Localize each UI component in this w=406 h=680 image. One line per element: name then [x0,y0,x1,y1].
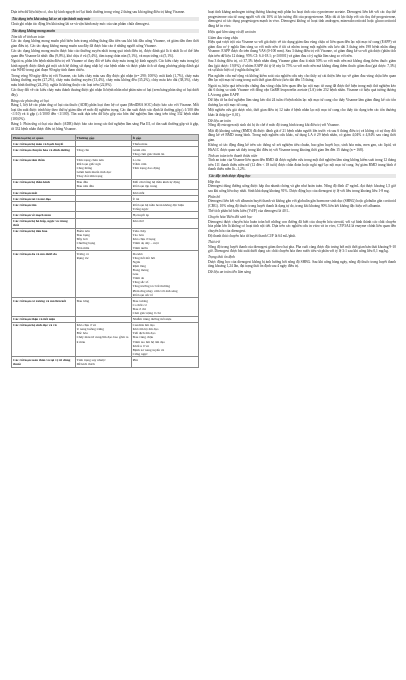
section-heading: Tác dụng trên khả năng lái xe và vận hành máy móc [11,17,199,22]
subsection-heading: Tính an toàn trên thanh thiếu niên [208,153,258,158]
paragraph: Các tác dụng không mong muốn được báo cáo thường xuyên nhất trong quá trình điều trị, được đánh giá là ít nhất là có thể liên quan đến Visanne là nhức đầu (9,0%), khó chịu ở vú (5,4%), tâm trạng chán nản (5,1%), và mụn trứng cá (5,1%). [11,49,199,58]
organ-class-cell: Các rối loạn về mạch máu [12,212,76,218]
paragraph: Không có tác động đáng kể trên các thông số xét nghiệm tiêu chuẩn, bao gồm huyết học, sinh hóa máu, men gan, các lipid, và HbA1C được quan sát thấy trong khi điều trị với Visanne trong khoảng thời gian lên đến 15 tháng (n = 168). [208,143,396,152]
left-column [11,10,199,368]
subsection-heading: Giảm đau vùng chậu [208,35,239,40]
common-cell: Tình trạng suy nhược Dễ kích thích [75,357,131,367]
table-row [12,251,199,298]
organ-class-cell: Các rối loạn da và mô dưới da [12,251,76,298]
paragraph: Hiệu quả vượt trội của Visanne so với giả dược về tác dụng giảm đau vùng chậu có liên quan đến lạc nội mạc tử cung (EAPP) và giảm đau cơ ý nghĩa lâm sàng so với mức nền ở tất cả nhóm trong một nghiên cứu kéo dài 3 tháng trên 198 bệnh nhân dùng Visanne. EAPP được đo trên thang VAS (0-100 mm). Sau 3 tháng điều trị với Visanne, có giảm đáng kể so với giả dược (phân tích dựa trên dữ liệu 12 tháng; 95% CI: 6.4-18.1; p<0.0001) và giảm đau có ý nghĩa lâm sàng so với nền. [208,40,396,58]
paragraph: Nồng độ estrogen nội sinh chỉ bị ức chế ở mức độ trung bình trong khi điều trị với Visanne. [208,123,340,127]
paragraph: Ngoài ra, phần lớn bệnh nhân điều trị với Visanne có thay đổi về kiểu chảy máu trong kỳ kinh nguyệt. Các kiểu chảy máu trong kỳ kinh nguyệt được đánh giá một cách hệ thống sử dụng nhật ký của bệnh nhân và được phân tích sử dụng phương pháp đánh giá của WHO trong giai đoạn 90 ngày tính tham chiếu. [11,59,199,72]
uncommon-cell: Tiêu chảy Táo bón Khó chịu ở bụng Viêm dạ dày – ruột Viêm nướu [131,228,198,250]
uncommon-cell: Khó thở [131,218,198,228]
subsection-heading: Trạng thái ổn định [208,255,235,259]
table-row [12,322,199,357]
uncommon-cell: Mất cân bằng hệ thần kinh tự động Rối loạn tập trung [131,179,198,189]
organ-class-cell: Các rối loạn cơ xương và mô liên kết [12,298,76,316]
table-row [12,179,199,189]
paragraph: Nồng độ trong huyết thanh của dienogest giảm theo hai pha. Pha cuối cùng được đặc trưng bởi một thời gian bán thải khoảng 9-10 giờ. Dienogest được bài xuất dưới dạng các chất chuyển hóa theo nước tiểu và phân với tỷ lệ 3:1 sau khi uống liều 0,1 mg/kg. [208,244,396,253]
table-row [12,147,199,157]
table-row [12,298,199,316]
common-cell: Trứng cá Rụng tóc [75,251,131,298]
table-row [12,357,199,367]
uncommon-cell: Nhiễm trùng đường tiết niệu [131,316,198,322]
right-column [208,10,396,275]
common-cell: Buồn nôn Đau bụng Đầy hơi Chướng bụng Nôn mửa [75,228,131,250]
paragraph: Chưa ghi nhận tác động lên khả năng lái xe và vận hành máy móc của sản phẩm chứa dienogest. [11,22,150,26]
table-row [12,218,199,228]
subsection-heading: Chuyển hóa/ Biến đổi sinh học [208,215,253,219]
common-cell: Đau đầu Đau nửa đầu [75,179,131,189]
uncommon-cell: Thiếu máu [131,141,198,147]
subsection-heading: Hấp thu [208,179,220,184]
organ-class-cell: Các rối loạn mắt [12,190,76,196]
organ-class-cell: Các rối loạn hệ sinh dục và vú [12,322,76,357]
table-row [12,157,199,179]
uncommon-cell: Khô mắt [131,190,198,196]
common-cell: Đau lưng [75,298,131,316]
paragraph: Thể tích phân bố biểu kiến (Vd/F) của dienogest là 40 L. [208,209,290,213]
paragraph: Dựa trên dữ liệu hiện có, chu kỳ kinh nguyệt trở lại bình thường trong vòng 2 tháng sau khi ngừng điều trị bằng Visanne. [11,10,185,14]
paragraph: Pha nghiên cứu mở rộng và không kiểm soát của nghiên cứu này cho thấy sự cải thiện liên tục về giảm đau vùng chậu liên quan đến lạc nội mạc tử cung trong suốt thời gian điều trị kéo dài đến 15 tháng. [208,73,396,82]
organ-class-cell: Các rối loạn tai và mê đạo [12,196,76,202]
uncommon-cell: Da khô Tăng tiết mồ hôi Ngứa Rậm lông Bong móng Gàu Viêm da Tăng sắc tố Tăng trưởng tóc bất thường Phản ứng nhạy cảm với ánh sáng Rối loạn sắc tố [131,251,198,298]
paragraph: Sau 3 tháng điều trị, có 37,3% bệnh nhân dùng Visanne giảm đau ít nhất 50% so với mức nền mà không dùng thêm thuốc giảm đau (giả dược: 19,8%); ở nhóm EAPP thì tỷ lệ này là 75% so với mức nền mà không dùng thêm thuốc giảm đau (giả dược: 7,3%) và sự khác biệt có ý nghĩa thống kê. [208,59,396,72]
uncommon-cell: Rối loạn hệ tuần hoàn không đặc hiệu Trống ngực [131,202,198,212]
paragraph: Dienogest dùng đường uống được hấp thu nhanh chóng và gần như hoàn toàn. Nồng độ đỉnh 47 ng/mL đạt được khoảng 1,5 giờ sau khi uống liều duy nhất. Sinh khả dụng khoảng 91%. Dược động học của dienogest tỷ lệ với liều trong khoảng liều 1-8 mg. [208,184,396,193]
paragraph: Các tác dụng không mong muốn phổ biến hơn trong những tháng đầu tiên sau khi bắt đầu uống Visanne, và giảm dần theo thời gian điều trị. Các tác dụng không mong muốn sau đây đã được báo cáo ở những người uống Visanne. [11,39,199,48]
table-header-cell: Thường gặp [75,135,131,141]
uncommon-cell: Phù [131,357,198,367]
uncommon-cell: Giảm cân Tăng cảm giác thèm ăn [131,147,198,157]
paragraph: Dữ liệu từ ba thử nghiệm lâm sàng kéo dài 24 tuần ở bệnh nhân lạc nội mạc tử cung cho thấy Visanne làm giảm đáng kể các tổn thương lạc nội mạc tử cung. [208,98,396,107]
organ-class-cell: Các rối loạn toàn thân và tại vị trí dùng thuốc [12,357,76,367]
paragraph: Mật độ khoáng xương (BMD) đã được đánh giá ở 21 bệnh nhân người lớn trước và sau 6 tháng điều trị và không có sự thay đổi đáng kể về BMD trung bình. Trong một nghiên cứu khác, sử dụng LA ở 29 bệnh nhân, có giảm 4,04% ± 4,84% sau cùng thời gian. [208,128,396,142]
paragraph: Dienogest được chuyển hóa hoàn toàn bởi những con đường đã biết của chuyển hóa steroid, với sự hình thành các chất chuyển hóa phần lớn là không có hoạt tính nội tiết. Dựa trên các nghiên cứu in vitro và in vivo, CYP3A4 là enzyme chính liên quan đến chuyển hóa của dienogest. [208,219,396,233]
organ-class-cell: Các rối loạn thận và tiết niệu [12,316,76,322]
section-heading: Tác dụng không mong muốn [11,29,199,34]
uncommon-cell: Ù tai [131,196,198,202]
organ-class-cell: Các rối loạn hệ tiêu hóa [12,228,76,250]
common-cell [75,218,131,228]
paragraph: Bảng 1: Phản ứng có hại của thuốc (ADR) được báo cáo trong các thử nghiệm lâm sàng Pha III, có tần suất thường gặp và ít gặp, từ 332 bệnh nhân được điều trị bằng Visanne. [11,122,199,131]
adverse-reactions-table [11,134,199,368]
subsection-heading: Hiệu quả lâm sàng và độ an toàn [208,29,256,34]
paragraph: hoạt tính kháng androgen tương đương khoảng một phần ba hoạt tính của cyproterone acetate. Dienogest liên kết với các thụ thể progesterone của tử cung người với chỉ 10% ái lực tương đối của progesterone. Mặc dù ái lực thấp với các thụ thể progesterone, dienogest có tác dụng progestogen mạnh in vivo. Dienogest không có hoạt tính androgen, mineralocorticoid hoặc glucocorticoid đáng kể in vivo. [208,10,396,28]
uncommon-cell: Candida âm đạo Khô âm hộ âm đạo Tiết dịch âm đạo Đau vùng chậu Viêm teo âm hộ âm đạo Khối u ở vú Bệnh xơ nang tuyến vú Cứng ngực [131,322,198,357]
common-cell: Tăng cân [75,147,131,157]
paragraph: Các thay đổi về các kiểu chảy máu thành thoảng được ghi nhận là bệnh nhân như phàn nàn có hại (xem bảng phản ứng có hại dưới đây). [11,88,199,97]
paragraph: Bảng 1, liệt kê các phản ứng có hại của thuốc (ADR) phân loại theo hệ cơ quan (MedDRA SOC) được báo cáo với Visanne. Mỗi loại tần suất được trình bày theo thứ tự giảm dần về mức độ nghiêm trọng. Các tần suất được xác định là thường gặp (≥1/100 đến <1/10) và ít gặp (≥1/1000 đến <1/100). Tần suất dựa trên dữ liệu gộp của bốn thử nghiệm lâm sàng trên tổng 332 bệnh nhân (100,0%). [11,103,199,121]
organ-class-cell: Các rối loạn tâm thần [12,157,76,179]
common-cell: Tâm trạng chán nản Rối loạn giấc ngủ Căng thẳng Giảm ham muốn tình dục Thay đổi tâm trạng [75,157,131,179]
common-cell [75,202,131,212]
organ-class-cell: Các rối loạn hệ máu và bạch huyết [12,141,76,147]
uncommon-cell: Đau xương Co thắt cơ Đau ở chi Cảm giác nặng ở chi [131,298,198,316]
uncommon-cell: Lo âu Trầm cảm Tâm trạng dao động [131,157,198,179]
paragraph: Trong vòng 90 ngày điều trị với Visanne, các kiểu chảy máu sau đây được ghi nhận (n= 290; 100%): mất kinh (1,7%), chảy máu không thường xuyên (27,2%), chảy máu thường xuyên (13,4%), chảy máu không đều (35,2%), chảy máu kéo dài (38,3%), chảy máu bình thường (24,2%); nghĩa là không thuộc các loại trên (22,8%). [11,73,199,87]
subsection-heading: Dữ liệu an toàn tiền lâm sàng [208,270,251,274]
common-cell: Khó chịu ở vú U nang buồng trứng Bốc hỏa Chảy máu tử cung/âm đạo bao gồm ra ít máu [75,322,131,357]
organ-class-cell: Các rối loạn tim [12,202,76,212]
paragraph: Độ thanh thải chuyển hóa từ huyết thanh Cl/F là 64 mL/phút. [208,234,296,238]
paragraph: Một nghiên cứu giả dược nhỏ, thời gian điều trị 12 tuần ở bệnh nhân lạc nội mạc tử cung cho thấy tác dụng trên các tổn thương khác là thấp (p= 0,01). [208,108,396,117]
subsection-heading: Phân bố [208,194,221,199]
table-row [12,228,199,250]
table-header-cell: Ít gặp [131,135,198,141]
table-header-cell: Phân loại hệ cơ quan [12,135,76,141]
subsection-heading: Bảng các phản ứng có hại [11,98,49,103]
organ-class-cell: Các rối loạn chuyển hóa và dinh dưỡng [12,147,76,157]
paragraph: Dược động học của dienogest không bị ảnh hưởng bởi nồng độ SHBG. Sau khi uống hàng ngày, nồng độ thuốc trong huyết thanh tăng khoảng 1,24 lần, đạt trạng thái ổn định sau 4 ngày điều trị. [208,259,396,268]
subsection-heading: Thải trừ [208,240,220,244]
paragraph: Tính an toàn của Visanne liên quan đến BMD đã được nghiên cứu trong một thử nghiệm lâm sàng không kiểm soát trong 12 tháng trên 111 thanh thiếu niên nữ (12 đến < 18 tuổi) được chẩn đoán hoặc nghi ngờ lạc nội mạc tử cung. Sự giảm BMD trung bình ở thanh thiếu niên là –1,2%. [208,158,396,171]
organ-class-cell: Các rối loạn hệ hô hấp, ngực và trung thất [12,218,76,228]
paragraph: Ngoài ra, hiệu quả trên triệu chứng đau vùng chậu liên quan đến lạc nội mạc tử cung đã được thể hiện trong một thử nghiệm kéo dài 6 tháng so sánh Visanne với đồng vận GnRH leuprorelin acetate (LA) trên 252 bệnh nhân. Visanne có hiệu quả tương đương LA trong giảm EAPP. [208,83,396,97]
organ-class-cell: Các rối loạn hệ thần kinh [12,179,76,189]
paragraph: Dienogest liên kết với albumin huyết thanh và không gắn với globulin gắn hormone sinh dục (SHBG) hoặc globulin gắn corticoid (CBG). 10% nồng độ thuốc trong huyết thanh là dạng tự do, trong khi khoảng 90% liên kết không đặc hiệu với albumin. [208,199,396,208]
section-heading: Các đặc tính dược động học [208,174,396,179]
subsection-heading: Tóm tắt về tính an toàn [11,34,45,39]
subsection-heading: Dữ liệu an toàn [208,118,231,123]
uncommon-cell: Hạ huyết áp [131,212,198,218]
table-row [12,202,199,212]
